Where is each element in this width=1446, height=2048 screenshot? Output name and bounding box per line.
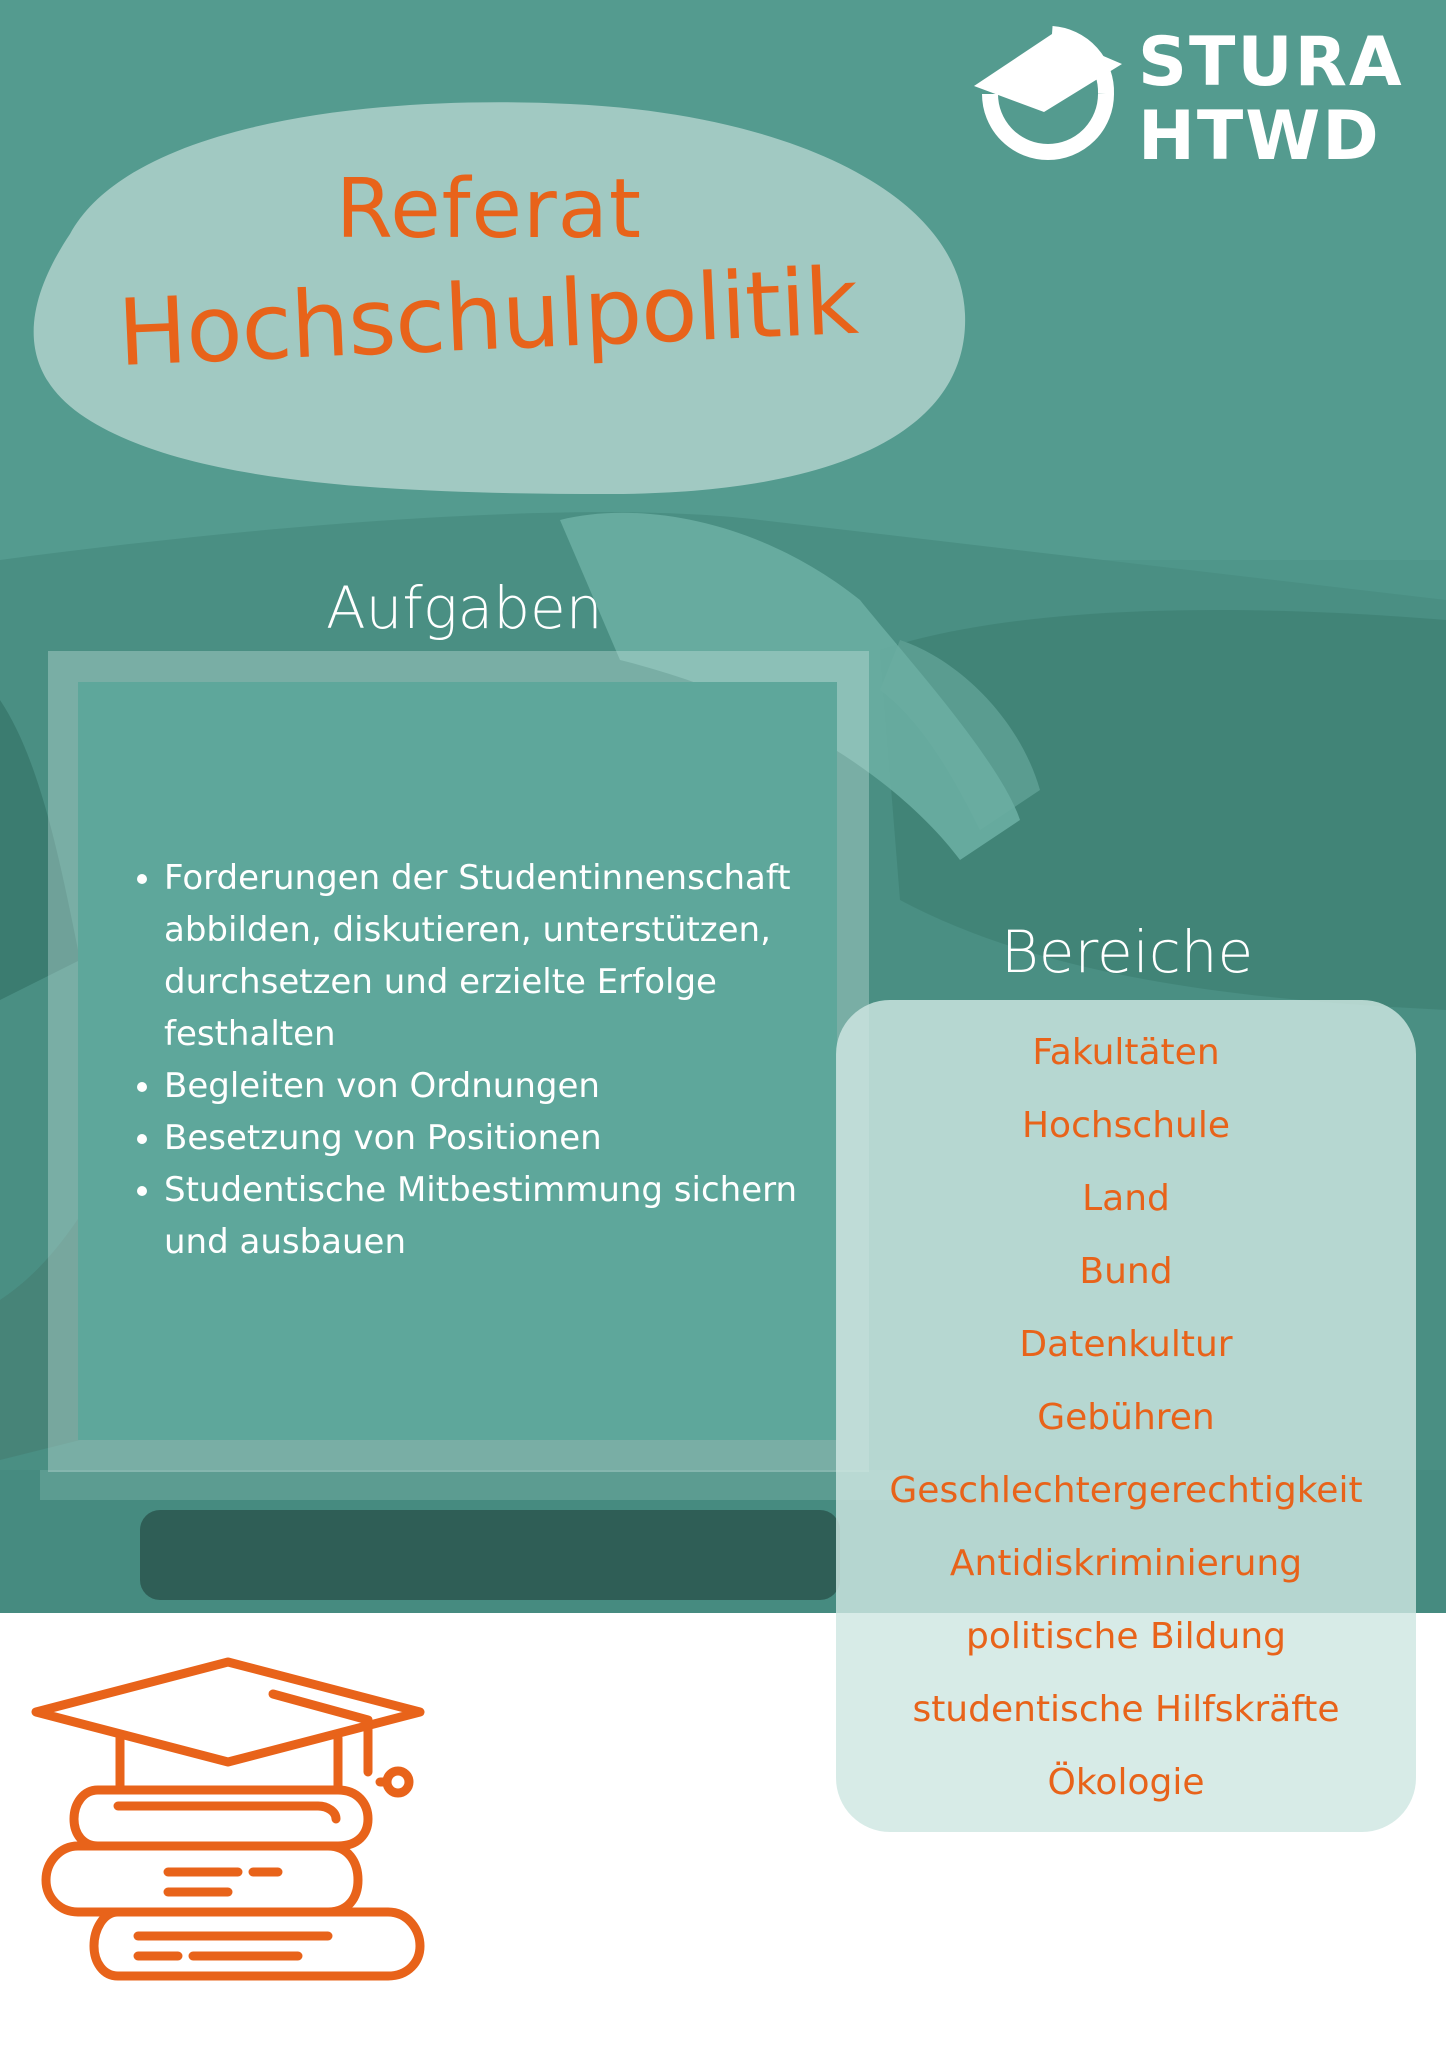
logo-text-line2: HTWD (1138, 97, 1381, 176)
aufgaben-item: • Besetzung von Positionen (164, 1112, 864, 1164)
aufgaben-item: • Studentische Mitbestimmung sichern und ausbauen (164, 1164, 864, 1268)
bereiche-item: Geschlechtergerechtigkeit (889, 1470, 1363, 1511)
bereiche-item: Bund (1079, 1251, 1173, 1292)
bereiche-heading: Bereiche (1000, 918, 1254, 986)
bereiche-item: Antidiskriminierung (949, 1543, 1303, 1584)
bereiche-item: Datenkultur (1019, 1324, 1233, 1365)
title-line1: Referat (335, 162, 643, 257)
bereiche-list (836, 1022, 1416, 1825)
graduation-cap-books-drawing (28, 1654, 438, 1984)
bereiche-item: Gebühren (1037, 1397, 1215, 1438)
title-blob (10, 84, 968, 506)
aufgaben-item: • Begleiten von Ordnungen (164, 1060, 864, 1112)
title-line2: Hochschulpolitik (115, 247, 860, 387)
aufgaben-list (126, 852, 864, 1268)
stura-logo (968, 24, 1418, 174)
bereiche-item: studentische Hilfskräfte (912, 1689, 1340, 1730)
bereiche-item: Land (1082, 1178, 1170, 1219)
bereiche-item: Fakultäten (1032, 1032, 1220, 1073)
bereiche-item: Hochschule (1021, 1105, 1231, 1146)
graduation-cap-books-icon (28, 1654, 438, 1984)
bereiche-item: Ökologie (1047, 1762, 1205, 1803)
aufgaben-heading: Aufgaben (326, 574, 603, 642)
bereiche-item: politische Bildung (966, 1616, 1286, 1657)
stura-logo-icon (968, 24, 1128, 164)
aufgaben-item: • Forderungen der Studentinnenschaft abbilden, diskutieren, unterstützen, durchsetzen und erzielte Erfolge festhalten (164, 852, 864, 1060)
logo-text-line1: STURA (1138, 23, 1404, 102)
